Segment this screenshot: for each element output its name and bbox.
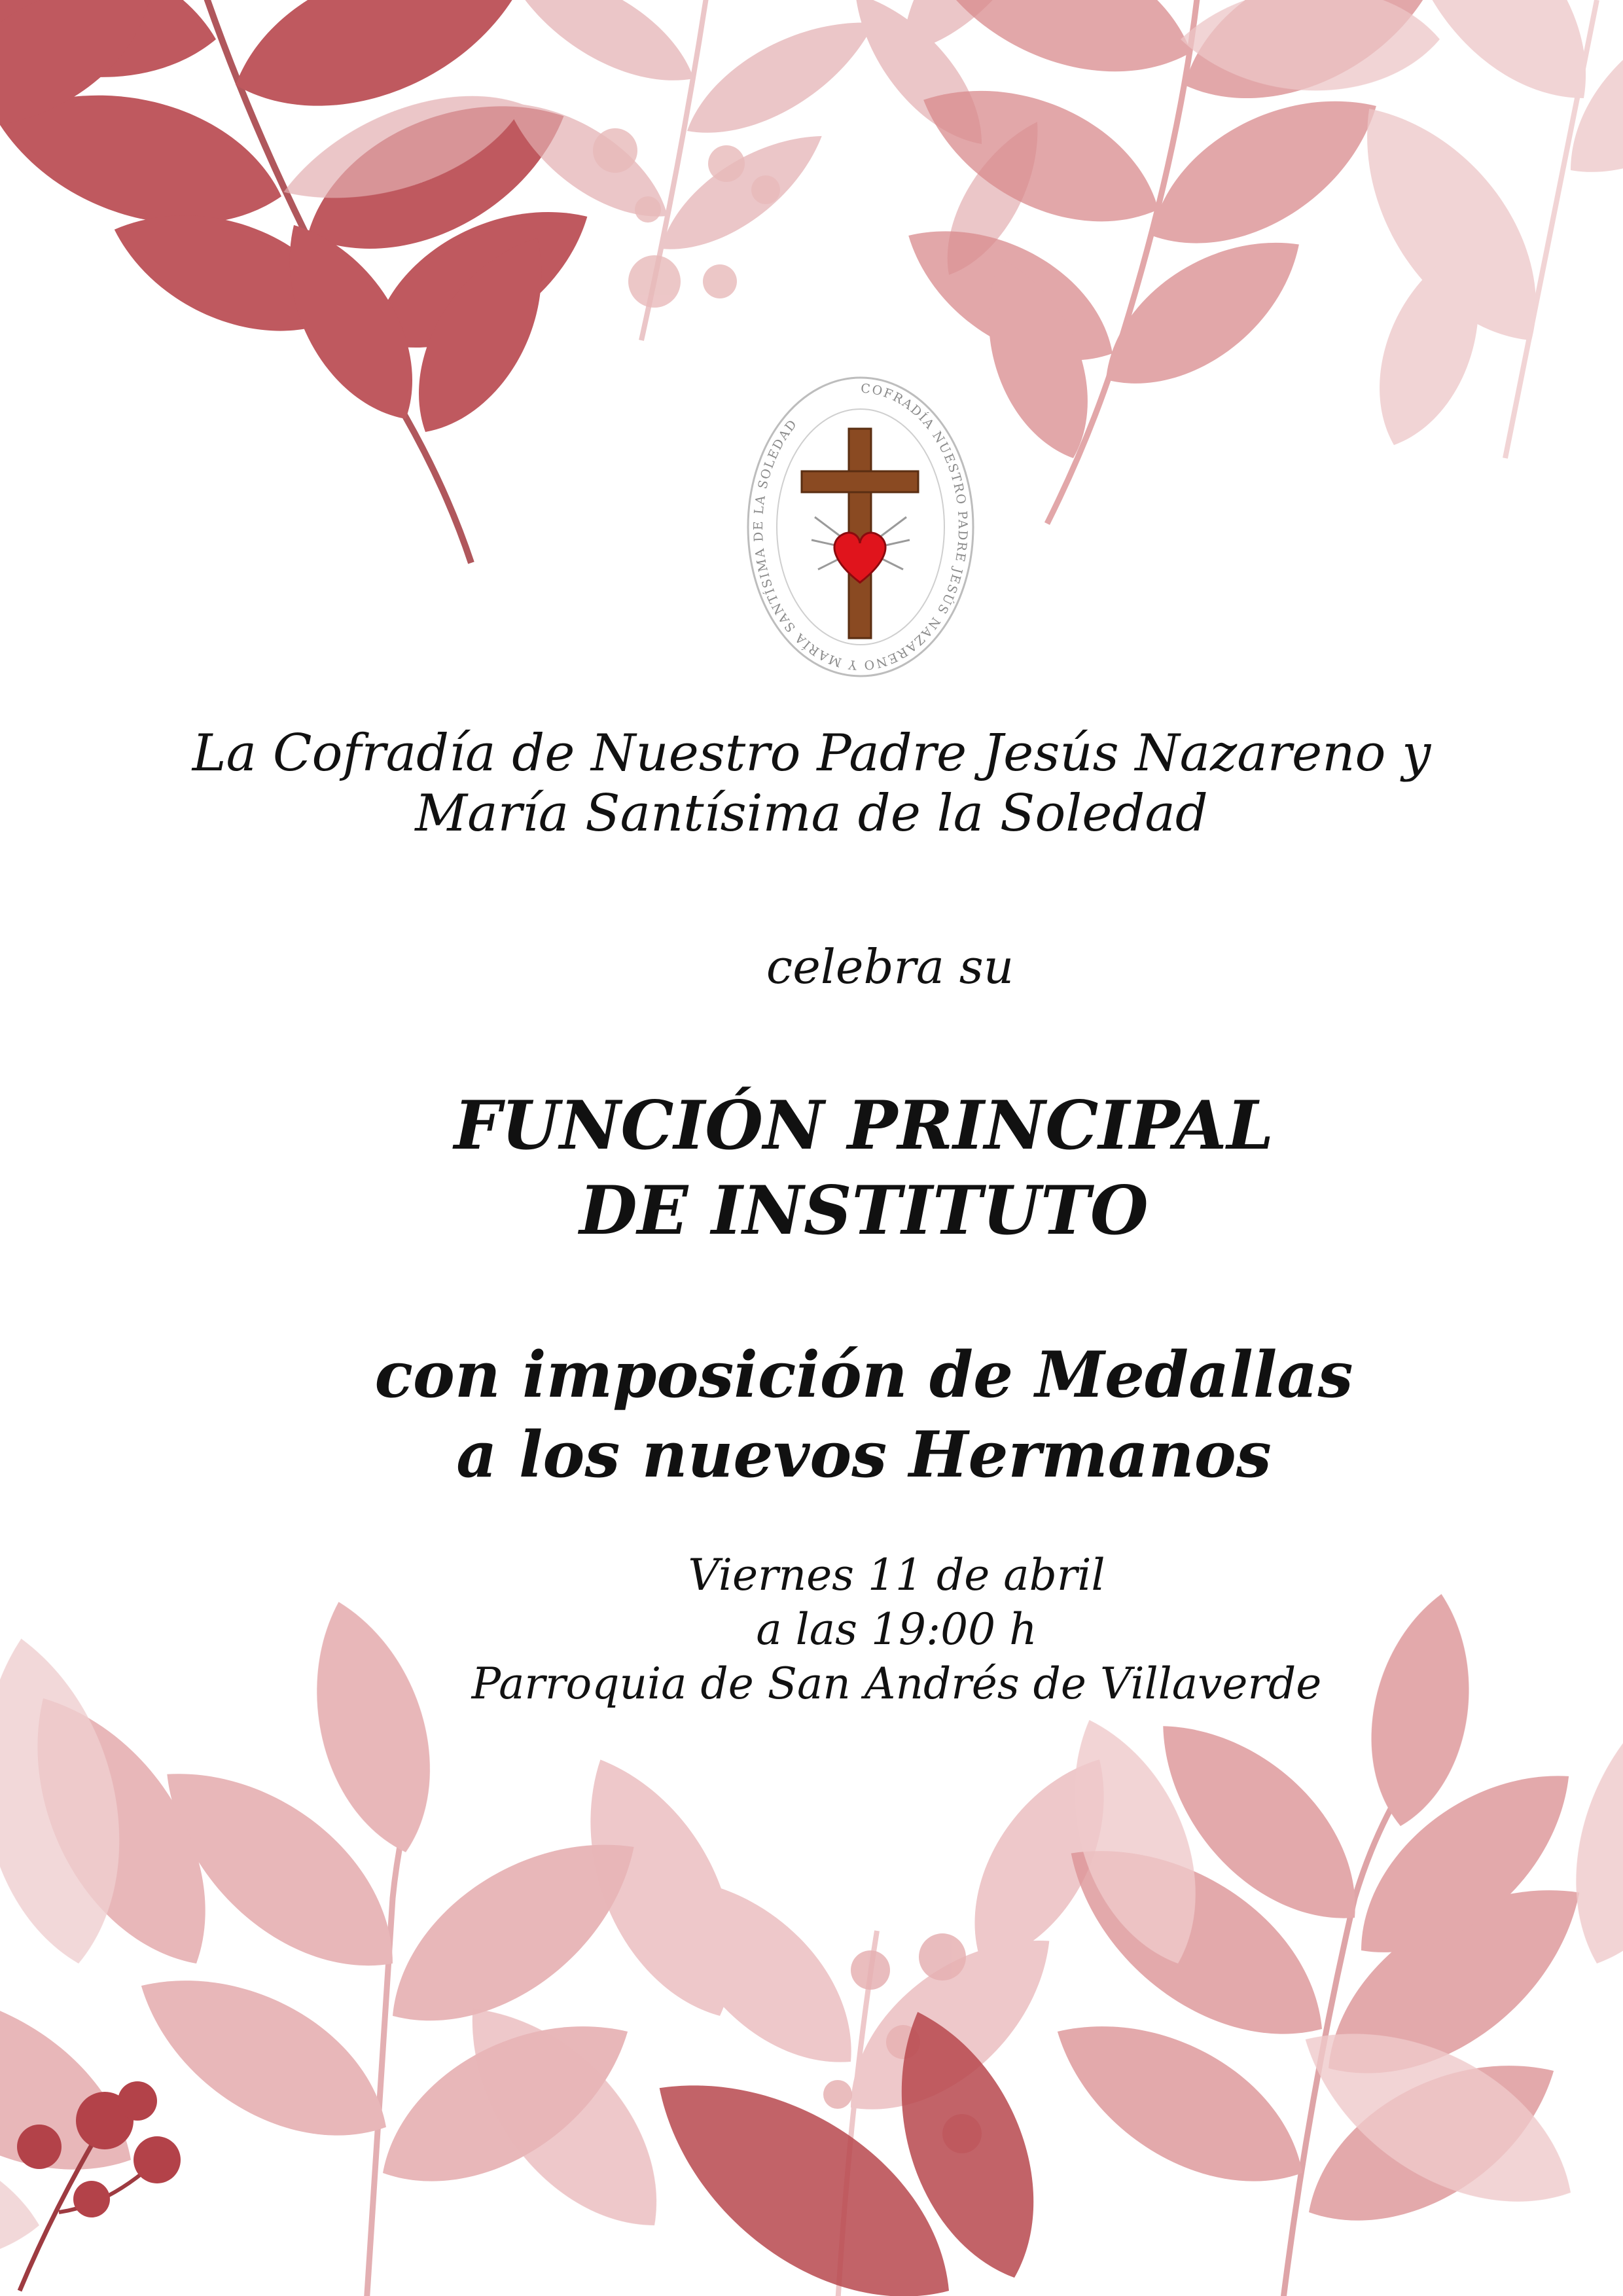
event-title-line1: FUNCIÓN PRINCIPAL bbox=[454, 1086, 1274, 1165]
heart-icon bbox=[834, 533, 885, 583]
cross-icon bbox=[802, 429, 918, 638]
cofradia-name-line1: La Cofradía de Nuestro Padre Jesús Nazareno y bbox=[192, 724, 1431, 783]
cofradia-crest-emblem bbox=[743, 373, 978, 694]
cofradia-name bbox=[0, 723, 1623, 844]
event-details bbox=[85, 1548, 1623, 1711]
celebra-text: celebra su bbox=[766, 939, 1014, 994]
event-time: a las 19:00 h bbox=[756, 1604, 1037, 1655]
event-place: Parroquia de San Andrés de Villaverde bbox=[471, 1659, 1322, 1709]
event-title-line2: DE INSTITUTO bbox=[579, 1172, 1149, 1250]
top-left-leaf-branch bbox=[0, 0, 612, 563]
event-title bbox=[52, 1083, 1623, 1253]
event-date: Viernes 11 de abril bbox=[688, 1550, 1105, 1600]
event-subtitle bbox=[52, 1335, 1623, 1495]
cofradia-name-line2: María Santísima de la Soledad bbox=[415, 784, 1208, 843]
event-subtitle-line2: a los nuevos Hermanos bbox=[456, 1418, 1272, 1492]
event-subtitle-line1: con imposición de Medallas bbox=[374, 1338, 1353, 1412]
crest-ring-text: COFRADÍA NUESTRO PADRE JESÚS NAZARENO Y MARÍA SANTÍSIMA DE LA SOLEDAD bbox=[751, 381, 971, 673]
